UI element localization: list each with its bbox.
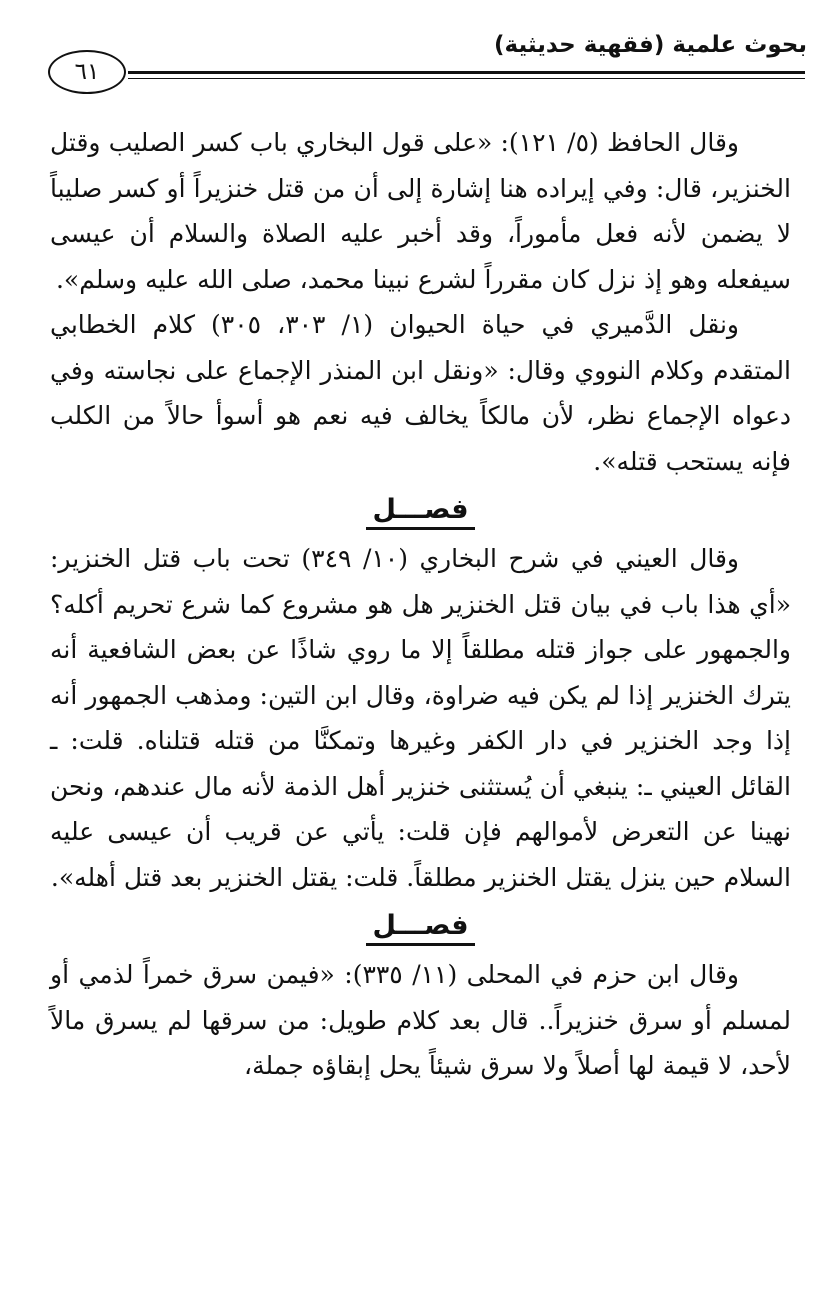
paragraph-damiri-quote: ونقل الدَّميري في حياة الحيوان (١/ ٣٠٣، ٣٠٥) كلام الخطابي المتقدم وكلام النووي وقال: «ونقل ابن المنذر الإجماع على نجاسته وفي دعواه الإجماع نظر، لأن مالكاً يخالف فيه نعم هو أسوأ حالاً من الكلب فإنه يستحب قتله».: [50, 310, 791, 476]
section-heading-label: فصـــل: [366, 493, 474, 530]
section-heading: [50, 484, 791, 536]
section-heading-label: فصـــل: [366, 909, 474, 946]
header-rule: [128, 71, 805, 79]
running-header-title: بحوث علمية (فقهية حديثية): [493, 32, 807, 58]
body-text: [50, 120, 791, 1089]
paragraph-ibn-hazm-quote: وقال ابن حزم في المحلى (١١/ ٣٣٥): «فيمن سرق خمراً لذمي أو لمسلم أو سرق خنزيراً.. قال بعد كلام طويل: من سرقها لم يسرق مالاً لأحد، لا قيمة لها أصلاً ولا سرق شيئاً يحل إبقاؤه جملة،: [50, 960, 791, 1080]
page-number: ٦١: [48, 50, 126, 94]
paragraph-aini-quote: وقال العيني في شرح البخاري (١٠/ ٣٤٩) تحت باب قتل الخنزير: «أي هذا باب في بيان قتل الخنزير هل هو مشروع كما شرع تحريم أكله؟ والجمهور على جواز قتله مطلقاً إلا ما روي شاذًا عن بعض الشافعية أنه يترك الخنزير إذا لم يكن فيه ضراوة، وقال ابن التين: ومذهب الجمهور أنه إذا وجد الخنزير في دار الكفر وغيرها وتمكنَّا من قتله قتلناه. قلت: ـ القائل العيني ـ: ينبغي أن يُستثنى خنزير أهل الذمة لأنه مال عندهم، ونحن نهينا عن التعرض لأموالهم فإن قلت: يأتي عن قريب أن عيسى عليه السلام حين ينزل يقتل الخنزير مطلقاً. قلت: يقتل الخنزير بعد قتل أهله».: [50, 544, 791, 892]
paragraph-hafiz-quote: وقال الحافظ (٥/ ١٢١): «على قول البخاري باب كسر الصليب وقتل الخنزير، قال: وفي إيراده هنا إشارة إلى أن من قتل خنزيراً أو كسر صليباً لا يضمن لأنه فعل مأموراً، وقد أخبر عليه الصلاة والسلام أن عيسى سيفعله وهو إذ نزل كان مقرراً لشرع نبينا محمد، صلى الله عليه وسلم».: [50, 128, 791, 294]
section-heading: [50, 900, 791, 952]
